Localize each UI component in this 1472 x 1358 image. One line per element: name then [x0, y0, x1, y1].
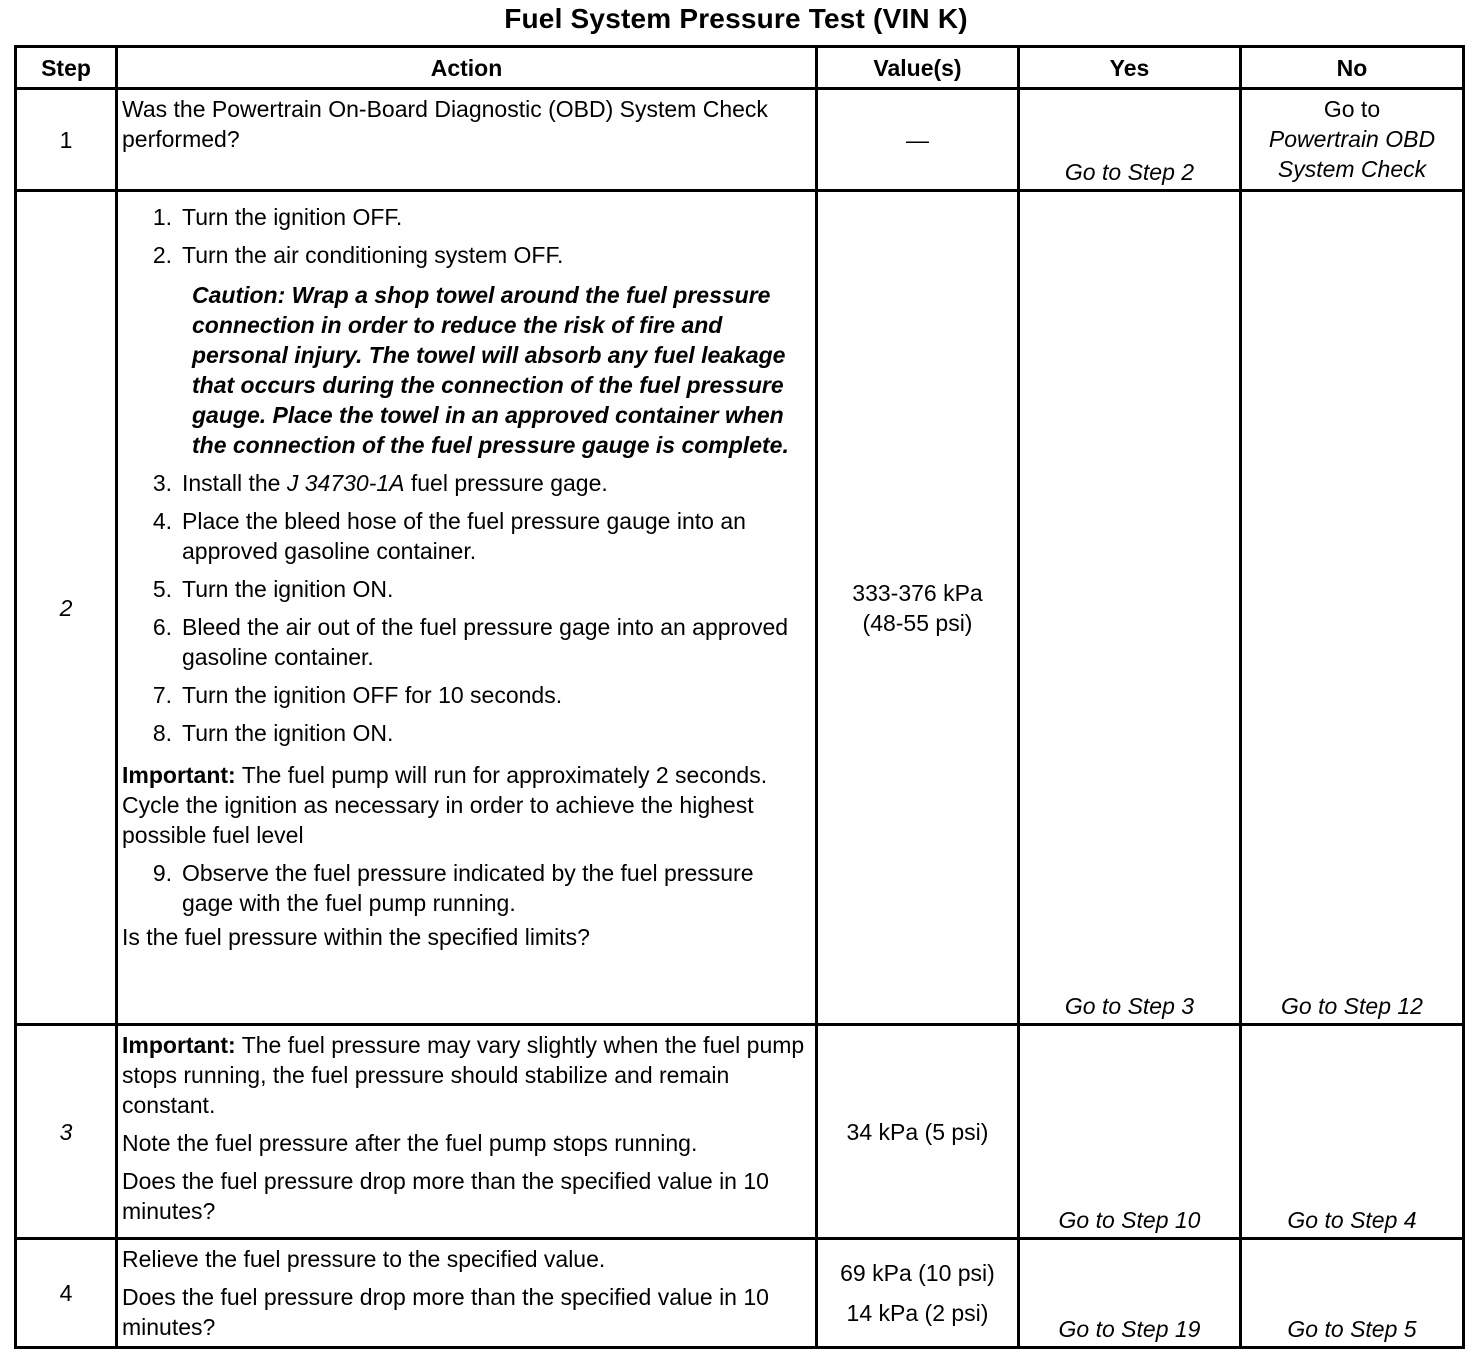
item-number: 5.: [152, 576, 172, 602]
list-item: [122, 858, 805, 918]
no-line: Powertrain OBD: [1268, 125, 1436, 152]
list-item: [122, 680, 805, 710]
header-row: [16, 47, 1464, 89]
diagnostic-table: [14, 45, 1465, 1349]
action-cell: [117, 1025, 817, 1239]
list-item: [122, 240, 805, 270]
item-text-post: fuel pressure gage.: [404, 470, 608, 496]
value-line: 14 kPa (2 psi): [846, 1300, 989, 1326]
action-question: Does the fuel pressure drop more than the specified value in 10 minutes?: [122, 1168, 769, 1224]
header-action: Action: [117, 47, 817, 89]
value-cell: [817, 191, 1019, 1025]
item-text: Observe the fuel pressure indicated by the fuel pressure gage with the fuel pump running.: [182, 860, 754, 916]
step-number: 2: [16, 191, 117, 1025]
no-cell: Go to Step 12: [1241, 191, 1464, 1025]
item-number: 2.: [152, 242, 172, 268]
item-text: Turn the ignition OFF for 10 seconds.: [182, 682, 563, 708]
important-label: Important:: [122, 1032, 236, 1058]
header-values: Value(s): [817, 47, 1019, 89]
item-text: Bleed the air out of the fuel pressure gage into an approved gasoline container.: [182, 614, 789, 670]
item-text: [182, 468, 805, 498]
item-number: 9.: [152, 860, 172, 886]
step-number: 4: [16, 1239, 117, 1348]
item-number: 4.: [152, 508, 172, 534]
action-question: Is the fuel pressure within the specified limits?: [122, 924, 590, 950]
header-yes: Yes: [1019, 47, 1241, 89]
item-text: Place the bleed hose of the fuel pressure gauge into an approved gasoline container.: [182, 508, 746, 564]
list-item: [122, 718, 805, 748]
step-number: 3: [16, 1025, 117, 1239]
action-cell: [117, 89, 817, 191]
action-cell: [117, 191, 817, 1025]
table-row: [16, 1239, 1464, 1348]
yes-cell: Go to Step 19: [1019, 1239, 1241, 1348]
no-line: System Check: [1277, 155, 1427, 182]
important-note: [122, 1030, 805, 1120]
item-number: 7.: [152, 682, 172, 708]
list-item: [122, 202, 805, 232]
action-question: Does the fuel pressure drop more than the specified value in 10 minutes?: [122, 1284, 769, 1340]
list-item: [122, 506, 805, 566]
action-question: Was the Powertrain On-Board Diagnostic (OBD) System Check performed?: [122, 96, 768, 152]
value-line: (48-55 psi): [862, 609, 973, 636]
no-cell: Go to Step 4: [1241, 1025, 1464, 1239]
item-number: 6.: [152, 614, 172, 640]
table-row: [16, 191, 1464, 1025]
value-line: 333-376 kPa: [852, 579, 983, 606]
item-number: 8.: [152, 720, 172, 746]
important-text: The fuel pump will run for approximately 2 seconds. Cycle the ignition as necessary in order to achieve the highest possible fuel level: [122, 762, 768, 848]
value-cell: —: [817, 89, 1019, 191]
important-note: [122, 760, 805, 850]
step-number: 1: [16, 89, 117, 191]
yes-cell: Go to Step 3: [1019, 191, 1241, 1025]
table-row: [16, 1025, 1464, 1239]
important-label: Important:: [122, 762, 236, 788]
list-item: [122, 468, 805, 498]
important-text: The fuel pressure may vary slightly when the fuel pump stops running, the fuel pressure should stabilize and remain constant.: [122, 1032, 805, 1118]
item-text: Turn the ignition ON.: [182, 720, 394, 746]
item-text-pre: Install the: [182, 470, 287, 496]
value-cell: 34 kPa (5 psi): [817, 1025, 1019, 1239]
list-item: [122, 612, 805, 672]
item-number: 3.: [152, 470, 172, 496]
item-text: Turn the ignition ON.: [182, 576, 394, 602]
item-number: 1.: [152, 204, 172, 230]
no-cell: [1241, 89, 1464, 191]
page-title: Fuel System Pressure Test (VIN K): [504, 3, 968, 34]
yes-cell: Go to Step 10: [1019, 1025, 1241, 1239]
action-instruction: Relieve the fuel pressure to the specified value.: [122, 1246, 606, 1272]
table-row: [16, 89, 1464, 191]
action-note: Note the fuel pressure after the fuel pump stops running.: [122, 1130, 698, 1156]
item-text: Turn the ignition OFF.: [182, 204, 403, 230]
header-no: No: [1241, 47, 1464, 89]
tool-number: J 34730-1A: [286, 470, 405, 496]
no-cell: Go to Step 5: [1241, 1239, 1464, 1348]
value-line: 69 kPa (10 psi): [840, 1260, 995, 1286]
item-text: Turn the air conditioning system OFF.: [182, 242, 564, 268]
action-cell: [117, 1239, 817, 1348]
value-cell: [817, 1239, 1019, 1348]
caution-note: Caution: Wrap a shop towel around the fuel pressure connection in order to reduce the risk of fire and personal injury. The towel will absorb any fuel leakage that occurs during the connection of the fuel pressure gauge. Place the towel in an approved container when the connection of the fuel pressure gauge is complete.: [192, 282, 789, 458]
yes-cell: Go to Step 2: [1019, 89, 1241, 191]
header-step: Step: [16, 47, 117, 89]
no-line: Go to: [1323, 95, 1381, 122]
list-item: [122, 574, 805, 604]
